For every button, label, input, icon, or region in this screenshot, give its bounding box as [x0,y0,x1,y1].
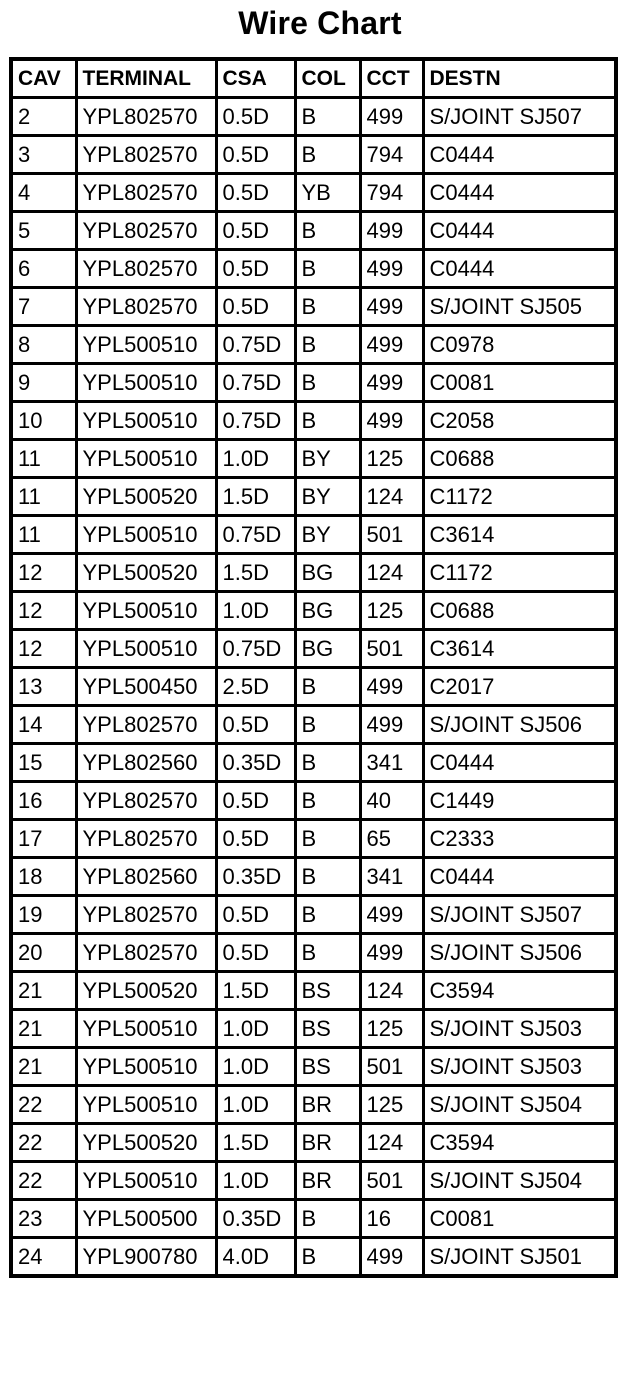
column-header-csa: CSA [216,59,295,98]
cav-cell: 22 [11,1086,76,1124]
destn-cell: C2017 [423,668,616,706]
table-body [11,98,616,1277]
terminal-cell: YPL500510 [76,364,216,402]
terminal-cell: YPL500510 [76,592,216,630]
column-header-cct: CCT [360,59,423,98]
cct-cell: 499 [360,896,423,934]
cav-cell: 21 [11,972,76,1010]
col-cell: B [295,98,360,136]
terminal-cell: YPL500510 [76,516,216,554]
cct-cell: 501 [360,1162,423,1200]
table-row [11,858,616,896]
col-cell: B [295,136,360,174]
cav-cell: 6 [11,250,76,288]
table-row [11,1238,616,1277]
table-header-row [11,59,616,98]
csa-cell: 0.75D [216,326,295,364]
terminal-cell: YPL802570 [76,98,216,136]
col-cell: BY [295,516,360,554]
table-row [11,592,616,630]
col-cell: B [295,364,360,402]
terminal-cell: YPL500510 [76,440,216,478]
col-cell: B [295,820,360,858]
destn-cell: C0444 [423,858,616,896]
destn-cell: C0688 [423,592,616,630]
table-row [11,174,616,212]
col-cell: B [295,250,360,288]
table-row [11,972,616,1010]
table-row [11,1048,616,1086]
csa-cell: 1.0D [216,440,295,478]
terminal-cell: YPL500520 [76,554,216,592]
table-row [11,212,616,250]
col-cell: B [295,1200,360,1238]
terminal-cell: YPL802560 [76,744,216,782]
cav-cell: 23 [11,1200,76,1238]
table-row [11,250,616,288]
column-header-terminal: TERMINAL [76,59,216,98]
destn-cell: C0444 [423,174,616,212]
csa-cell: 0.5D [216,288,295,326]
table-row [11,364,616,402]
csa-cell: 1.0D [216,592,295,630]
destn-cell: C0444 [423,212,616,250]
cct-cell: 794 [360,136,423,174]
terminal-cell: YPL802570 [76,174,216,212]
table-row [11,630,616,668]
table-row [11,896,616,934]
terminal-cell: YPL802570 [76,820,216,858]
col-cell: BS [295,972,360,1010]
col-cell: B [295,706,360,744]
csa-cell: 1.5D [216,478,295,516]
table-row [11,1086,616,1124]
cav-cell: 22 [11,1162,76,1200]
cct-cell: 124 [360,554,423,592]
cav-cell: 21 [11,1048,76,1086]
destn-cell: S/JOINT SJ507 [423,98,616,136]
cct-cell: 501 [360,630,423,668]
cct-cell: 499 [360,212,423,250]
cav-cell: 17 [11,820,76,858]
table-row [11,782,616,820]
col-cell: B [295,212,360,250]
table-row [11,98,616,136]
destn-cell: S/JOINT SJ503 [423,1048,616,1086]
cct-cell: 341 [360,744,423,782]
destn-cell: C0081 [423,364,616,402]
terminal-cell: YPL802570 [76,212,216,250]
col-cell: B [295,402,360,440]
col-cell: B [295,896,360,934]
csa-cell: 0.35D [216,744,295,782]
cct-cell: 124 [360,1124,423,1162]
table-row [11,1200,616,1238]
table-row [11,820,616,858]
cct-cell: 125 [360,1086,423,1124]
csa-cell: 4.0D [216,1238,295,1277]
cct-cell: 125 [360,1010,423,1048]
cav-cell: 11 [11,440,76,478]
col-cell: BG [295,592,360,630]
table-row [11,1124,616,1162]
csa-cell: 1.5D [216,1124,295,1162]
cav-cell: 16 [11,782,76,820]
cct-cell: 499 [360,1238,423,1277]
cav-cell: 7 [11,288,76,326]
cct-cell: 124 [360,972,423,1010]
csa-cell: 0.5D [216,136,295,174]
col-cell: BY [295,478,360,516]
terminal-cell: YPL500500 [76,1200,216,1238]
terminal-cell: YPL802570 [76,250,216,288]
destn-cell: S/JOINT SJ504 [423,1162,616,1200]
terminal-cell: YPL500520 [76,972,216,1010]
cav-cell: 9 [11,364,76,402]
cav-cell: 18 [11,858,76,896]
destn-cell: C2333 [423,820,616,858]
col-cell: B [295,744,360,782]
csa-cell: 1.5D [216,554,295,592]
terminal-cell: YPL500510 [76,1048,216,1086]
cct-cell: 499 [360,98,423,136]
destn-cell: S/JOINT SJ505 [423,288,616,326]
col-cell: BY [295,440,360,478]
cct-cell: 40 [360,782,423,820]
csa-cell: 0.5D [216,250,295,288]
table-row [11,326,616,364]
cct-cell: 501 [360,516,423,554]
cct-cell: 499 [360,668,423,706]
cct-cell: 125 [360,440,423,478]
table-row [11,744,616,782]
col-cell: BG [295,554,360,592]
destn-cell: C3594 [423,972,616,1010]
destn-cell: C0444 [423,744,616,782]
csa-cell: 0.5D [216,98,295,136]
cav-cell: 15 [11,744,76,782]
terminal-cell: YPL500510 [76,630,216,668]
col-cell: BR [295,1086,360,1124]
table-row [11,288,616,326]
cct-cell: 794 [360,174,423,212]
table-row [11,706,616,744]
destn-cell: S/JOINT SJ506 [423,706,616,744]
cct-cell: 499 [360,250,423,288]
terminal-cell: YPL500520 [76,1124,216,1162]
csa-cell: 0.5D [216,174,295,212]
cct-cell: 499 [360,706,423,744]
cav-cell: 2 [11,98,76,136]
col-cell: B [295,288,360,326]
cav-cell: 4 [11,174,76,212]
cct-cell: 499 [360,326,423,364]
terminal-cell: YPL802570 [76,934,216,972]
csa-cell: 1.0D [216,1162,295,1200]
cav-cell: 3 [11,136,76,174]
csa-cell: 1.0D [216,1086,295,1124]
cct-cell: 65 [360,820,423,858]
cav-cell: 10 [11,402,76,440]
csa-cell: 0.5D [216,782,295,820]
destn-cell: C0444 [423,136,616,174]
table-row [11,1010,616,1048]
cct-cell: 499 [360,934,423,972]
destn-cell: S/JOINT SJ501 [423,1238,616,1277]
cct-cell: 341 [360,858,423,896]
csa-cell: 0.5D [216,212,295,250]
col-cell: BR [295,1162,360,1200]
cav-cell: 14 [11,706,76,744]
destn-cell: C3614 [423,630,616,668]
cct-cell: 16 [360,1200,423,1238]
csa-cell: 1.0D [216,1010,295,1048]
csa-cell: 0.75D [216,364,295,402]
table-row [11,136,616,174]
csa-cell: 0.35D [216,1200,295,1238]
destn-cell: S/JOINT SJ506 [423,934,616,972]
table-row [11,440,616,478]
csa-cell: 0.75D [216,402,295,440]
terminal-cell: YPL500450 [76,668,216,706]
terminal-cell: YPL802570 [76,706,216,744]
cav-cell: 19 [11,896,76,934]
page-title: Wire Chart [238,5,402,41]
cav-cell: 24 [11,1238,76,1277]
destn-cell: C0081 [423,1200,616,1238]
terminal-cell: YPL900780 [76,1238,216,1277]
table-row [11,478,616,516]
csa-cell: 2.5D [216,668,295,706]
destn-cell: C3614 [423,516,616,554]
cav-cell: 21 [11,1010,76,1048]
col-cell: B [295,1238,360,1277]
col-cell: YB [295,174,360,212]
table-row [11,516,616,554]
csa-cell: 0.35D [216,858,295,896]
destn-cell: C1172 [423,554,616,592]
col-cell: B [295,782,360,820]
destn-cell: C0688 [423,440,616,478]
csa-cell: 0.5D [216,896,295,934]
column-header-destn: DESTN [423,59,616,98]
table-row [11,934,616,972]
cct-cell: 499 [360,364,423,402]
cav-cell: 20 [11,934,76,972]
terminal-cell: YPL802570 [76,288,216,326]
cav-cell: 12 [11,630,76,668]
csa-cell: 0.75D [216,630,295,668]
cav-cell: 8 [11,326,76,364]
table-row [11,1162,616,1200]
cct-cell: 125 [360,592,423,630]
col-cell: B [295,934,360,972]
destn-cell: S/JOINT SJ503 [423,1010,616,1048]
col-cell: BS [295,1048,360,1086]
wire-chart-table [9,57,618,1278]
table-row [11,402,616,440]
terminal-cell: YPL802570 [76,782,216,820]
cav-cell: 22 [11,1124,76,1162]
table-row [11,554,616,592]
terminal-cell: YPL500520 [76,478,216,516]
destn-cell: S/JOINT SJ504 [423,1086,616,1124]
terminal-cell: YPL802570 [76,896,216,934]
cct-cell: 499 [360,288,423,326]
column-header-col: COL [295,59,360,98]
cct-cell: 501 [360,1048,423,1086]
col-cell: B [295,858,360,896]
table-row [11,668,616,706]
destn-cell: C0444 [423,250,616,288]
csa-cell: 1.5D [216,972,295,1010]
cav-cell: 12 [11,554,76,592]
terminal-cell: YPL802560 [76,858,216,896]
csa-cell: 0.75D [216,516,295,554]
destn-cell: C1172 [423,478,616,516]
cav-cell: 12 [11,592,76,630]
col-cell: BR [295,1124,360,1162]
column-header-cav: CAV [11,59,76,98]
destn-cell: C2058 [423,402,616,440]
cct-cell: 124 [360,478,423,516]
csa-cell: 0.5D [216,820,295,858]
destn-cell: C1449 [423,782,616,820]
cav-cell: 5 [11,212,76,250]
terminal-cell: YPL500510 [76,1162,216,1200]
col-cell: BG [295,630,360,668]
cav-cell: 11 [11,516,76,554]
csa-cell: 1.0D [216,1048,295,1086]
destn-cell: C3594 [423,1124,616,1162]
destn-cell: C0978 [423,326,616,364]
col-cell: BS [295,1010,360,1048]
cav-cell: 11 [11,478,76,516]
cav-cell: 13 [11,668,76,706]
terminal-cell: YPL500510 [76,326,216,364]
col-cell: B [295,668,360,706]
terminal-cell: YPL802570 [76,136,216,174]
terminal-cell: YPL500510 [76,1086,216,1124]
cct-cell: 499 [360,402,423,440]
csa-cell: 0.5D [216,934,295,972]
terminal-cell: YPL500510 [76,1010,216,1048]
terminal-cell: YPL500510 [76,402,216,440]
destn-cell: S/JOINT SJ507 [423,896,616,934]
col-cell: B [295,326,360,364]
csa-cell: 0.5D [216,706,295,744]
